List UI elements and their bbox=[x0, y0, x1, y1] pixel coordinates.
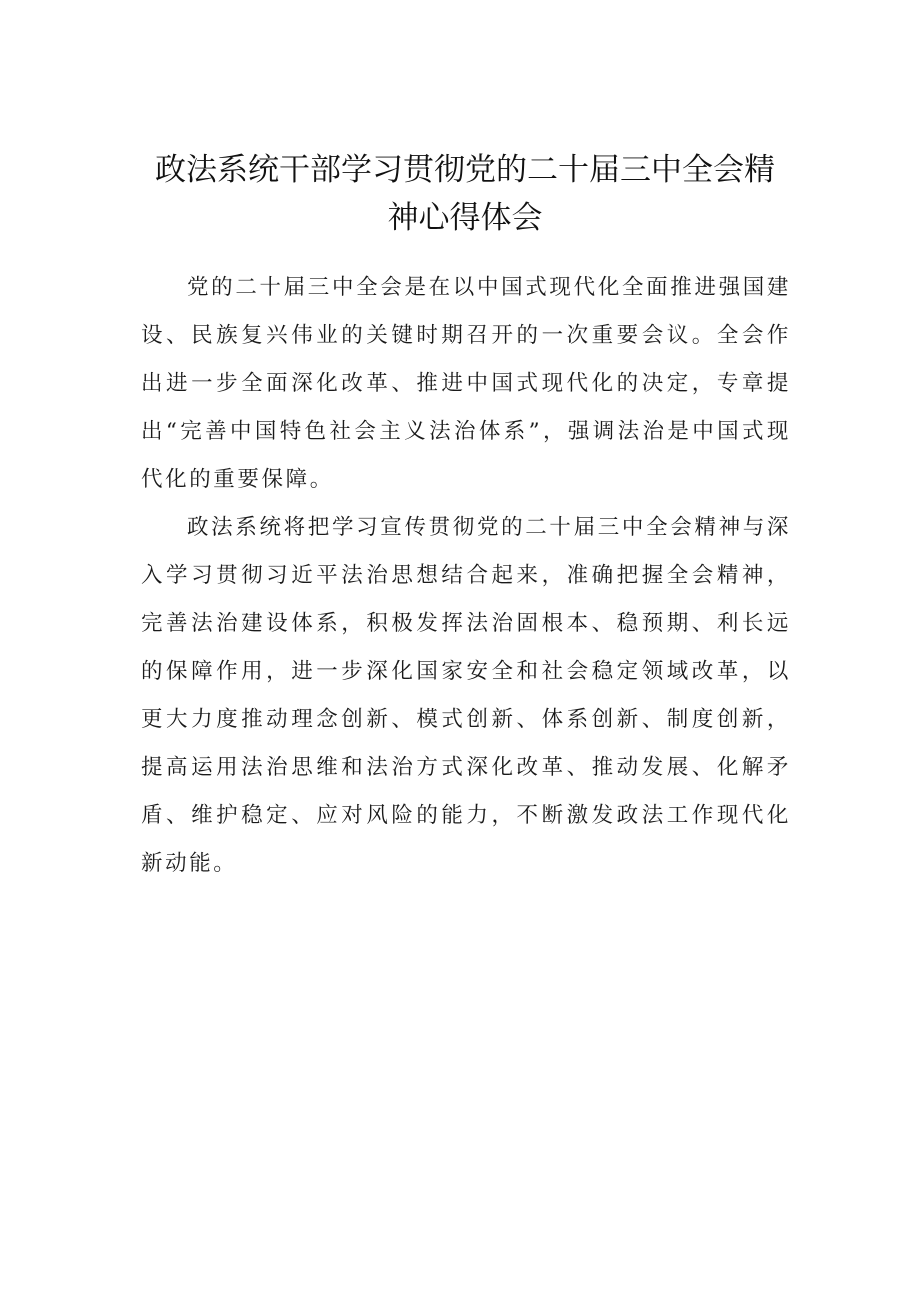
paragraph-1: 党的二十届三中全会是在以中国式现代化全面推进强国建设、民族复兴伟业的关键时期召开的一次重要会议。全会作出进一步全面深化改革、推进中国式现代化的决定，专章提出“完善中国特色社会主义法治体系”，强调法治是中国式现代化的重要保障。 bbox=[141, 275, 791, 492]
document-title: 政法系统干部学习贯彻党的二十届三中全会精神心得体会 bbox=[155, 152, 775, 236]
paragraph-2: 政法系统将把学习宣传贯彻党的二十届三中全会精神与深入学习贯彻习近平法治思想结合起来，准确把握全会精神，完善法治建设体系，积极发挥法治固根本、稳预期、利长远的保障作用，进一步深化国家安全和社会稳定领域改革，以更大力度推动理念创新、模式创新、体系创新、制度创新，提高运用法治思维和法治方式深化改革、推动发展、化解矛盾、维护稳定、应对风险的能力，不断激发政法工作现代化新动能。 bbox=[141, 515, 791, 876]
document-body bbox=[141, 264, 791, 888]
